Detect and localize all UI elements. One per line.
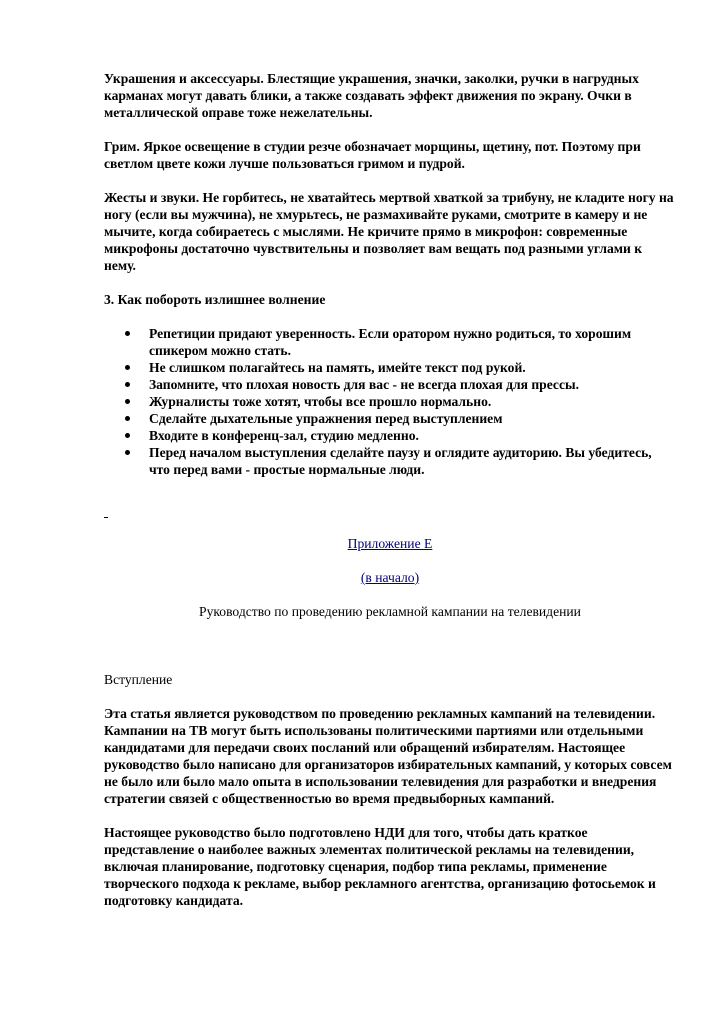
list-item: Не слишком полагайтесь на память, имейте текст под рукой. bbox=[104, 359, 676, 376]
list-item: Журналисты тоже хотят, чтобы все прошло нормально. bbox=[104, 393, 676, 410]
list-item: Входите в конференц-зал, студию медленно. bbox=[104, 427, 676, 444]
paragraph-accessories: Украшения и аксессуары. Блестящие украшения, значки, заколки, ручки в нагрудных карманах могут давать блики, а также создавать эффект движения по экрану. Очки в металлической оправе тоже нежелательны. bbox=[104, 71, 639, 120]
bullet-icon bbox=[125, 331, 130, 336]
nervousness-tips-list bbox=[104, 325, 676, 478]
appendix-title-link[interactable]: Приложение Е bbox=[347, 536, 433, 551]
list-item: Репетиции придают уверенность. Если оратором нужно родиться, то хорошим спикером можно стать. bbox=[104, 325, 676, 359]
bullet-icon bbox=[125, 399, 130, 404]
bullet-icon bbox=[125, 433, 130, 438]
bullet-icon bbox=[125, 382, 130, 387]
list-item: Сделайте дыхательные упражнения перед выступлением bbox=[104, 410, 676, 427]
intro-paragraph-1: Эта статья является руководством по проведению рекламных кампаний на телевидении. Кампании на ТВ могут быть использованы политическими партиями или отдельными кандидатами для передачи своих посланий или обращений избирателям. Настоящее руководство было написано для организаторов избирательных кампаний, у которых совсем не было или было мало опыта в использовании телевидения для разработки и внедрения стратегии связей с общественностью во время предвыборных кампаний. bbox=[104, 706, 672, 806]
paragraph-makeup: Грим. Яркое освещение в студии резче обозначает морщины, щетину, пот. Поэтому при светлом цвете кожи лучше пользоваться гримом и пудрой. bbox=[104, 139, 641, 171]
bullet-icon bbox=[125, 365, 130, 370]
intro-paragraph-2: Настоящее руководство было подготовлено НДИ для того, чтобы дать краткое представление о наиболее важных элементах политической рекламы на телевидении, включая планирование, подготовку сценария, подбор типа рекламы, применение творческого подхода к рекламе, выбор рекламного агентства, организацию фотосьемок и подготовку кандидата. bbox=[104, 825, 656, 908]
paragraph-gestures: Жесты и звуки. Не горбитесь, не хватайтесь мертвой хваткой за трибуну, не кладите ногу на ногу (если вы мужчина), не хмурьтесь, не размахивайте руками, смотрите в камеру и не мычите, когда собираетесь с мыслями. Не кричите прямо в микрофон: современные микрофоны достаточно чувствительны и позволяет вам вещать под разными углами к нему. bbox=[104, 190, 674, 273]
document-page bbox=[104, 70, 676, 909]
bullet-icon bbox=[125, 450, 130, 455]
anchor-marker bbox=[104, 505, 108, 518]
bullet-icon bbox=[125, 416, 130, 421]
section-3-heading: 3. Как побороть излишнее волнение bbox=[104, 292, 326, 307]
appendix-subtitle: Руководство по проведению рекламной кампании на телевидении bbox=[199, 604, 581, 619]
list-item: Запомните, что плохая новость для вас - не всегда плохая для прессы. bbox=[104, 376, 676, 393]
intro-heading: Вступление bbox=[104, 672, 173, 687]
list-item: Перед началом выступления сделайте паузу и оглядите аудиторию. Вы убедитесь, что перед вами - простые нормальные люди. bbox=[104, 444, 676, 478]
back-to-top-link[interactable]: (в начало) bbox=[360, 570, 420, 585]
